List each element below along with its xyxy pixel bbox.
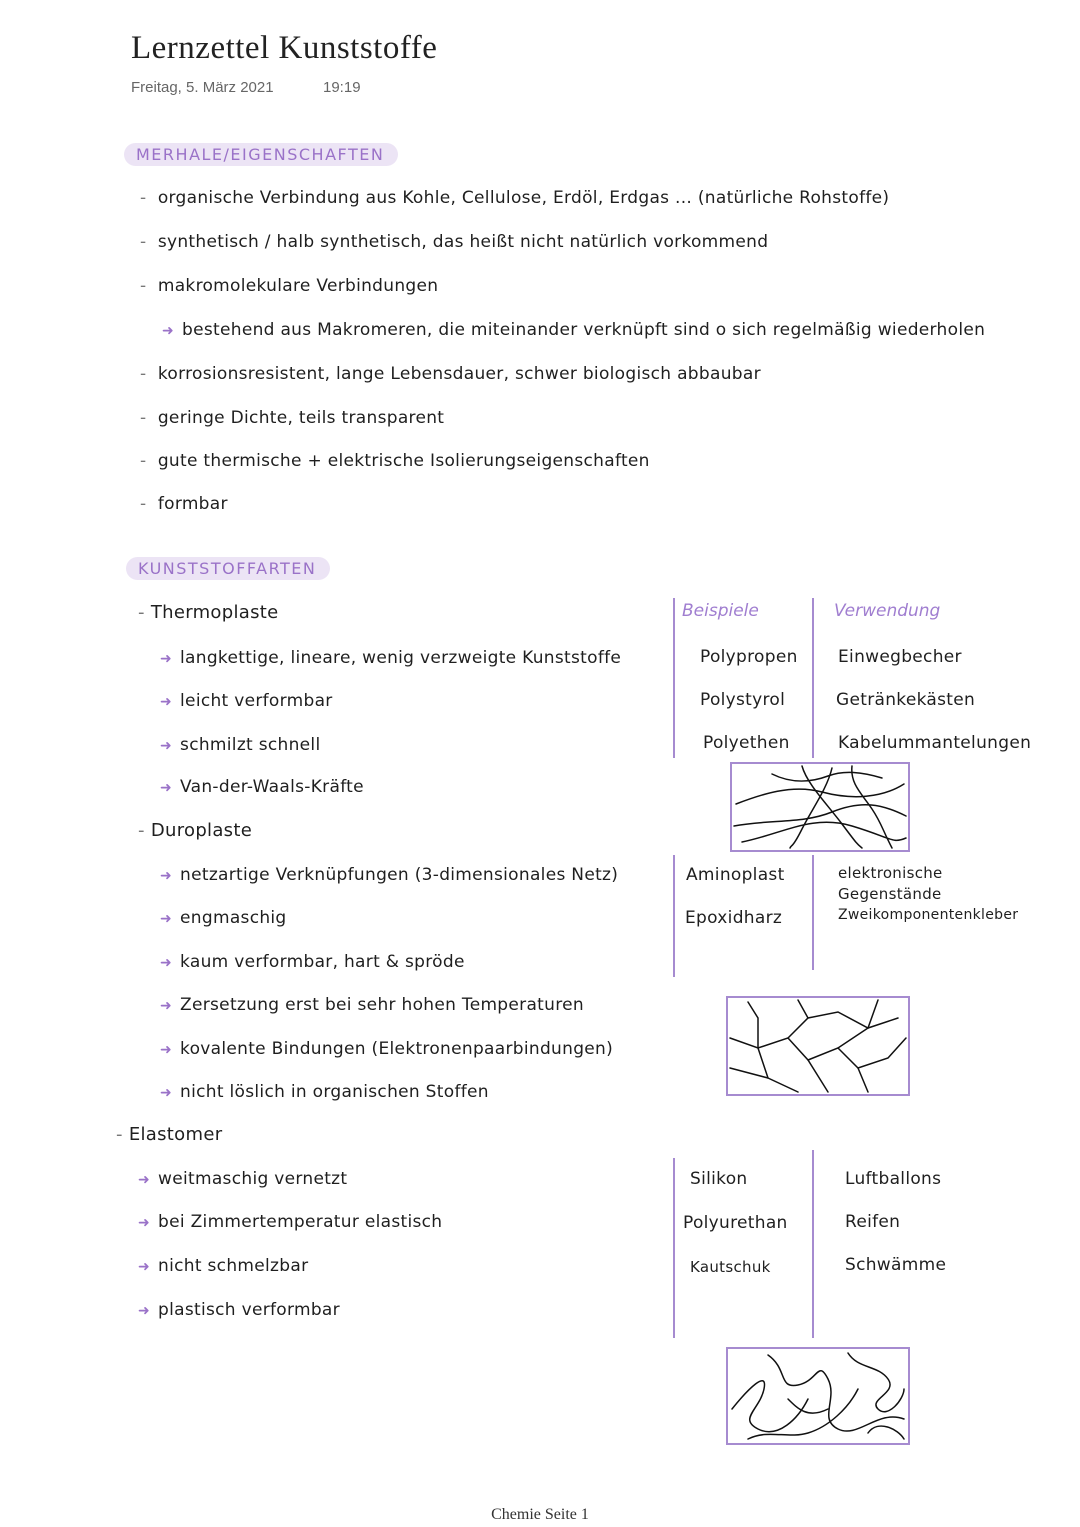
beispiel-item: Epoxidharz — [685, 908, 783, 928]
section-label-merkmale: MERHALE/EIGENSCHAFTEN — [124, 143, 398, 166]
table-divider — [812, 855, 814, 970]
list-item: - geringe Dichte, teils transparent — [140, 408, 445, 428]
beispiel-item: Aminoplast — [686, 865, 785, 885]
page-title: Lernzettel Kunststoffe — [131, 30, 438, 66]
list-item: ➜ plastisch verformbar — [138, 1300, 340, 1320]
list-item: ➜ schmilzt schnell — [160, 735, 321, 755]
list-item: ➜ bestehend aus Makromeren, die miteinander verknüpft sind o sich regelmäßig wiederholen — [162, 320, 986, 340]
column-header-verwendung: Verwendung — [834, 601, 941, 621]
list-item: - formbar — [140, 494, 228, 514]
list-item: ➜ engmaschig — [160, 908, 287, 928]
list-item: ➜ weitmaschig vernetzt — [138, 1169, 348, 1189]
table-divider — [812, 1150, 814, 1338]
verwendung-item: elektronische — [838, 864, 943, 882]
beispiel-item: Silikon — [690, 1169, 748, 1189]
thermoplaste-heading: - Thermoplaste — [138, 602, 279, 623]
list-item: ➜ Zersetzung erst bei sehr hohen Temperaturen — [160, 995, 584, 1015]
list-item: - organische Verbindung aus Kohle, Cellulose, Erdöl, Erdgas ... (natürliche Rohstoffe) — [140, 188, 890, 208]
elastomer-heading: - Elastomer — [116, 1124, 223, 1145]
list-item: ➜ netzartige Verknüpfungen (3-dimensionales Netz) — [160, 865, 619, 885]
verwendung-item: Einwegbecher — [838, 647, 962, 667]
table-divider — [673, 1158, 675, 1338]
list-item: - korrosionsresistent, lange Lebensdauer, schwer biologisch abbaubar — [140, 364, 761, 384]
table-divider — [673, 855, 675, 977]
beispiel-item: Polypropen — [700, 647, 798, 667]
page-date: Freitag, 5. März 2021 — [131, 79, 274, 96]
list-item: - synthetisch / halb synthetisch, das heißt nicht natürlich vorkommend — [140, 232, 769, 252]
table-divider — [812, 598, 814, 758]
verwendung-item: Getränkekästen — [836, 690, 976, 710]
page-time: 19:19 — [323, 79, 361, 96]
list-item: ➜ kaum verformbar, hart & spröde — [160, 952, 465, 972]
verwendung-item: Zweikomponentenkleber — [838, 907, 1019, 923]
column-header-beispiele: Beispiele — [682, 601, 759, 621]
beispiel-item: Polyurethan — [683, 1213, 788, 1233]
list-item: ➜ nicht löslich in organischen Stoffen — [160, 1082, 489, 1102]
list-item: - gute thermische + elektrische Isolierungseigenschaften — [140, 451, 650, 471]
list-item: ➜ nicht schmelzbar — [138, 1256, 309, 1276]
elastomer-structure-sketch — [726, 1347, 910, 1445]
list-item: ➜ leicht verformbar — [160, 691, 333, 711]
verwendung-item: Schwämme — [845, 1255, 947, 1275]
beispiel-item: Kautschuk — [690, 1258, 771, 1276]
duroplast-structure-sketch — [726, 996, 910, 1096]
list-item: ➜ kovalente Bindungen (Elektronenpaarbindungen) — [160, 1039, 614, 1059]
list-item: ➜ langkettige, lineare, wenig verzweigte Kunststoffe — [160, 648, 622, 668]
verwendung-item: Luftballons — [845, 1169, 942, 1189]
page-footer: Chemie Seite 1 — [491, 1506, 589, 1523]
section-label-kunststoffarten: KUNSTSTOFFARTEN — [126, 557, 330, 580]
list-item: ➜ bei Zimmertemperatur elastisch — [138, 1212, 443, 1232]
list-item: - makromolekulare Verbindungen — [140, 276, 439, 296]
verwendung-item: Reifen — [845, 1212, 901, 1232]
list-item: ➜ Van-der-Waals-Kräfte — [160, 777, 364, 797]
beispiel-item: Polyethen — [703, 733, 790, 753]
thermoplast-structure-sketch — [730, 762, 910, 852]
verwendung-item: Kabelummantelungen — [838, 733, 1032, 753]
verwendung-item: Gegenstände — [838, 885, 942, 903]
table-divider — [673, 598, 675, 758]
duroplaste-heading: - Duroplaste — [138, 820, 253, 841]
beispiel-item: Polystyrol — [700, 690, 786, 710]
